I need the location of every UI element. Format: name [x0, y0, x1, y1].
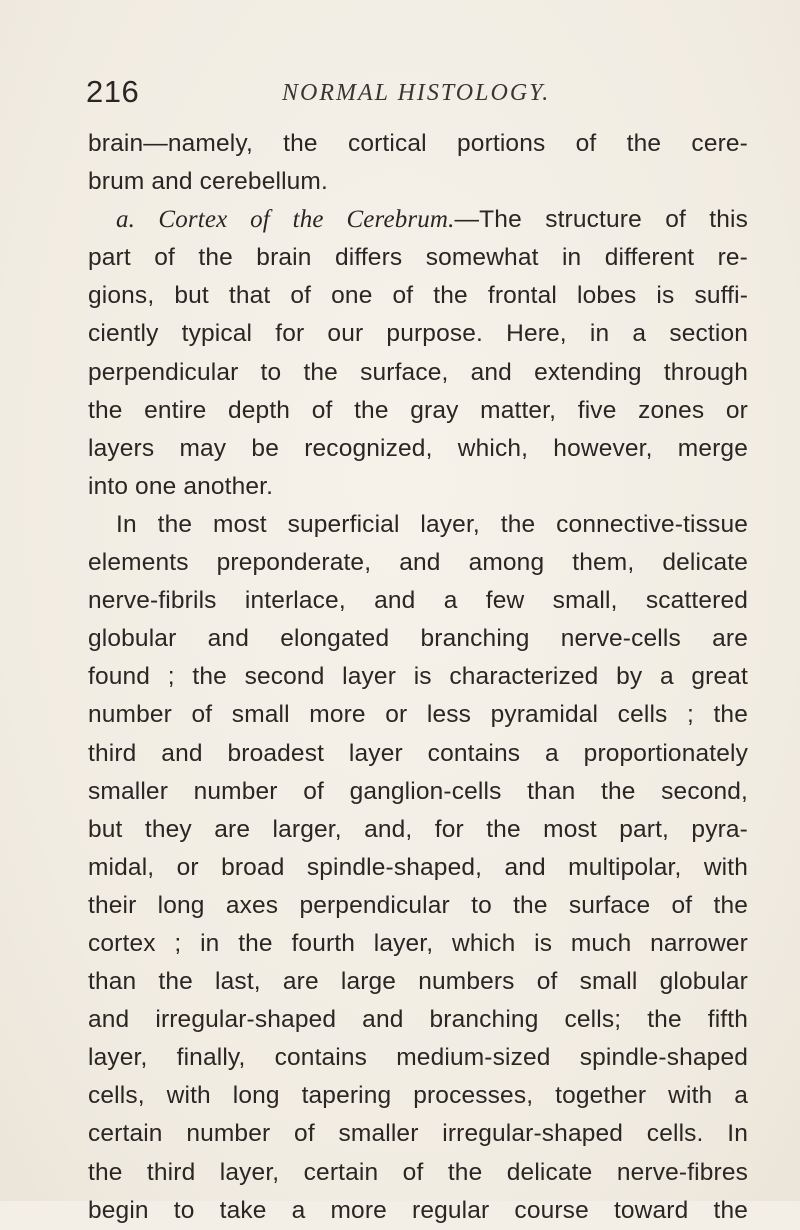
text-line: nerve-fibrils interlace, and a few small, scattered	[88, 587, 748, 615]
text-line: layers may be recognized, which, however, merge	[88, 434, 748, 462]
section-heading-line	[88, 201, 748, 239]
text-line: found ; the second layer is characterized by a great	[88, 663, 748, 691]
text-line: begin to take a more regular course toward the	[88, 1196, 748, 1224]
text-line: layer, finally, contains medium-sized spindle-shaped	[88, 1044, 748, 1072]
text-line: gions, but that of one of the frontal lobes is suffi-	[88, 282, 748, 310]
text-line: than the last, are large numbers of small globular	[88, 968, 748, 996]
running-head	[86, 74, 746, 114]
text-line: brain—namely, the cortical portions of the cere-	[88, 130, 748, 157]
text-line: ciently typical for our purpose. Here, in a section	[88, 320, 748, 348]
text-line: certain number of smaller irregular-shaped cells. In	[88, 1120, 748, 1148]
body-text	[88, 125, 748, 1230]
text-line: number of small more or less pyramidal cells ; the	[88, 701, 748, 729]
section-marker: a.	[116, 206, 136, 234]
running-title: NORMAL HISTOLOGY.	[282, 80, 551, 106]
text-line: perpendicular to the surface, and extending through	[88, 358, 748, 386]
text-line: into one another.	[88, 472, 274, 500]
text-line: their long axes perpendicular to the surface of the	[88, 891, 748, 919]
text-line: elements preponderate, and among them, delicate	[88, 549, 748, 577]
text-line: cells, with long tapering processes, together with a	[88, 1082, 748, 1110]
text-line: cortex ; in the fourth layer, which is much narrower	[88, 929, 748, 957]
text-line: but they are larger, and, for the most part, pyra-	[88, 815, 748, 843]
text-line: the entire depth of the gray matter, five zones or	[88, 396, 748, 424]
text-line: midal, or broad spindle-shaped, and multipolar, with	[88, 853, 748, 881]
text-line: smaller number of ganglion-cells than the second,	[88, 777, 748, 805]
text-line: third and broadest layer contains a proportionately	[88, 739, 748, 767]
text-line: part of the brain differs somewhat in different re-	[88, 244, 748, 272]
text-line: brum and cerebellum.	[88, 168, 328, 196]
text-line-remainder: —The structure of this	[454, 206, 749, 234]
section-title: Cortex of the Cerebrum.	[158, 206, 455, 234]
page-number: 216	[86, 74, 140, 109]
text-line: In the most superficial layer, the connective-tissue	[116, 510, 748, 538]
text-line: and irregular-shaped and branching cells; the fifth	[88, 1006, 748, 1034]
text-line: globular and elongated branching nerve-cells are	[88, 625, 748, 653]
text-line: the third layer, certain of the delicate nerve-fibres	[88, 1158, 748, 1186]
